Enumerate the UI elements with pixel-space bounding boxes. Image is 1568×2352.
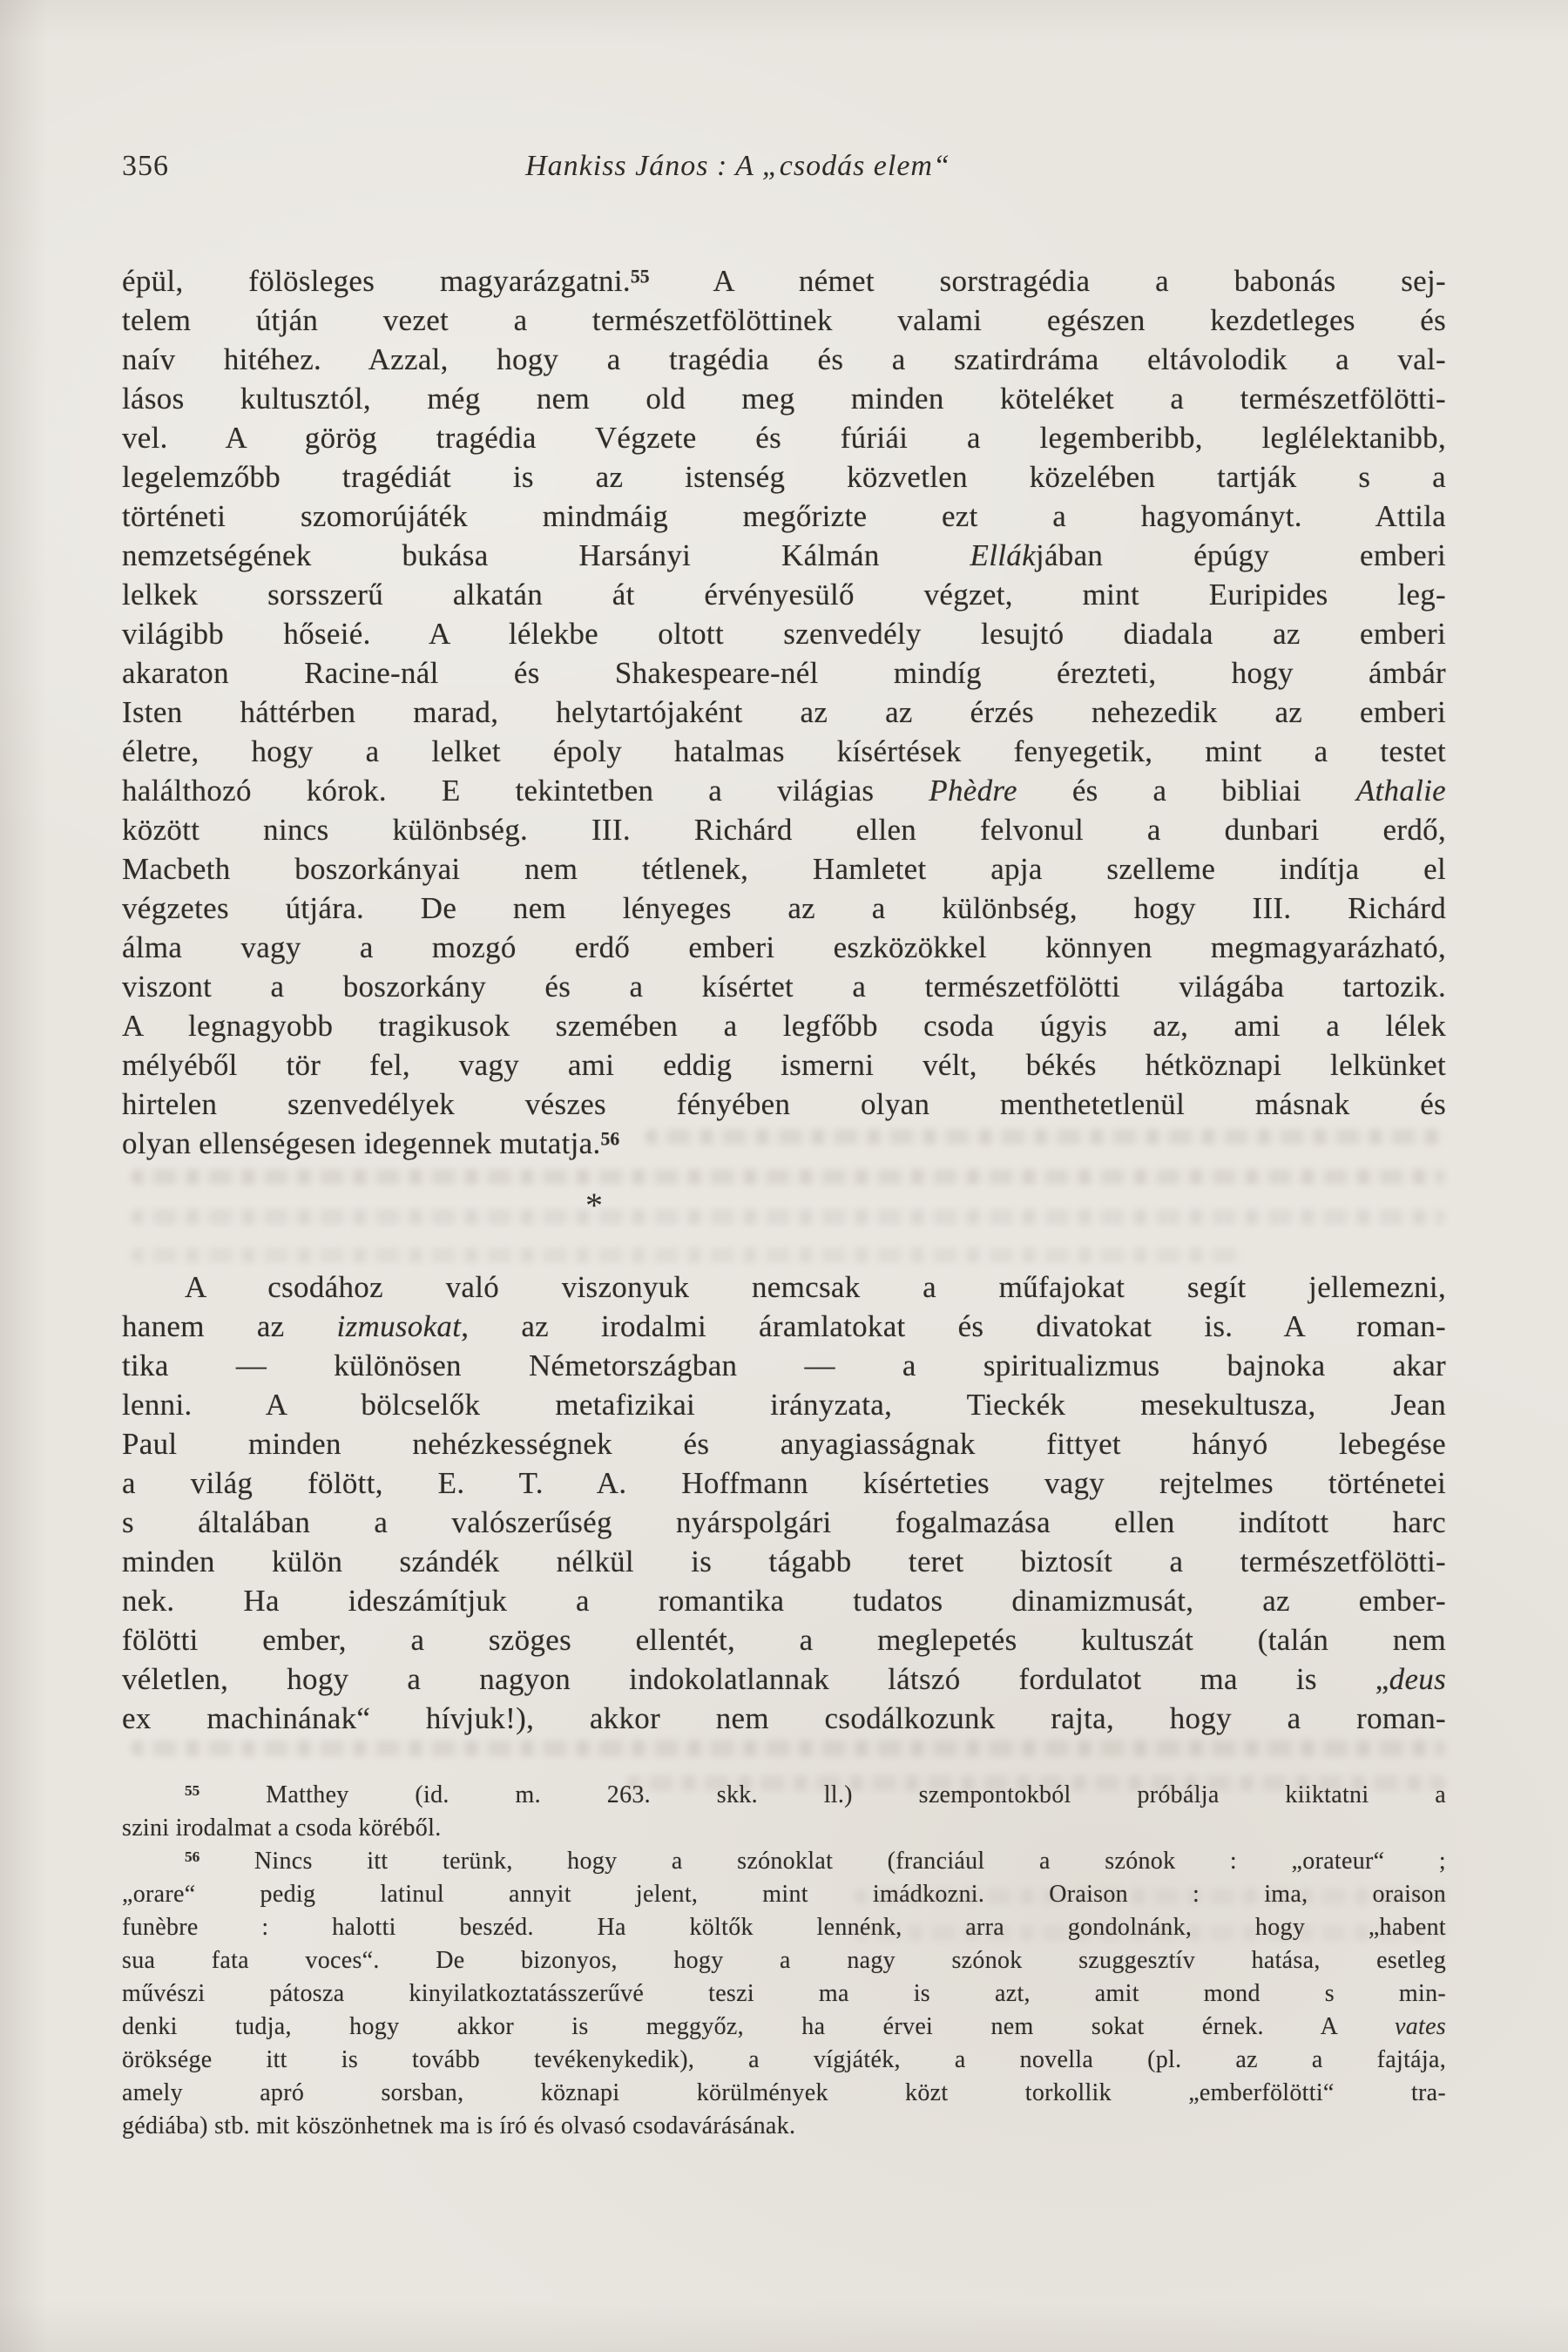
- bleed-through-line: [131, 1209, 1446, 1225]
- text-line: legelemzőbb tragédiát is az istenség közvetlen közelében tartják s a: [122, 460, 1446, 494]
- text-line: $^{55}$ Matthey (id. m. 263. skk. ll.) szempontokból próbálja kiiktatni a: [185, 1781, 1446, 1808]
- page-number: 356: [122, 150, 169, 182]
- text-line: világibb hőseié. A lélekbe oltott szenvedély lesujtó diadala az emberi: [122, 617, 1446, 651]
- text-line: s általában a valószerűség nyárspolgári fogalmazása ellen indított harc: [122, 1505, 1446, 1539]
- text-line: lelkek sorsszerű alkatán át érvényesülő végzet, mint Euripides leg-: [122, 578, 1446, 612]
- text-line: épül, fölösleges magyarázgatni.$^{55}$ A német sorstragédia a babonás sej-: [122, 264, 1446, 298]
- text-line: álma vagy a mozgó erdő emberi eszközökkel könnyen megmagyarázható,: [122, 930, 1446, 964]
- footnote-55: [122, 1779, 1446, 1845]
- text-line: között nincs különbség. III. Richárd ellen felvonul a dunbari erdő,: [122, 813, 1446, 847]
- footnote-56: [122, 1845, 1446, 2143]
- footnotes-block: [122, 1779, 1446, 2143]
- text-line: „orare“ pedig latinul annyit jelent, mint imádkozni. Oraison : ima, oraison: [122, 1881, 1446, 1908]
- text-line: hirtelen szenvedélyek vészes fényében olyan menthetetlenül másnak és: [122, 1087, 1446, 1121]
- text-line: Macbeth boszorkányai nem tétlenek, Hamletet apja szelleme indítja el: [122, 852, 1446, 886]
- text-line: történeti szomorújáték mindmáig megőrizte ezt a hagyományt. Attila: [122, 499, 1446, 533]
- text-line: lásos kultusztól, még nem old meg minden köteléket a természetfölötti-: [122, 382, 1446, 416]
- text-line: nek. Ha ideszámítjuk a romantika tudatos dinamizmusát, az ember-: [122, 1584, 1446, 1618]
- text-line: A legnagyobb tragikusok szemében a legfőbb csoda úgyis az, ami a lélek: [122, 1009, 1446, 1043]
- text-line: A csodához való viszonyuk nemcsak a műfajokat segít jellemezni,: [185, 1270, 1446, 1304]
- text-line: művészi pátosza kinyilatkoztatásszerűvé teszi ma is azt, amit mond s min-: [122, 1980, 1446, 2007]
- text-line: öröksége itt is tovább tevékenykedik), a vígjáték, a novella (pl. az a fajtája,: [122, 2046, 1446, 2073]
- text-line: fölötti ember, a szöges ellentét, a meglepetés kultuszát (talán nem: [122, 1623, 1446, 1657]
- text-line: véletlen, hogy a nagyon indokolatlannak látszó fordulatot ma is „deus: [122, 1662, 1446, 1696]
- text-line: szini irodalmat a csoda köréből.: [122, 1815, 442, 1842]
- text-line: ex machinának“ hívjuk!), akkor nem csodálkozunk rajta, hogy a roman-: [122, 1701, 1446, 1735]
- text-line: nemzetségének bukása Harsányi Kálmán Ellákjában épúgy emberi: [122, 538, 1446, 572]
- text-line: halálthozó kórok. E tekintetben a világias Phèdre és a bibliai Athalie: [122, 774, 1447, 808]
- bleed-through-line: [131, 1740, 1446, 1756]
- text-line: mélyéből tör fel, vagy ami eddig ismerni vélt, békés hétköznapi lelkünket: [122, 1048, 1446, 1082]
- bleed-through-line: [131, 1247, 1246, 1263]
- text-line: gédiába) stb. mit köszönhetnek ma is író és olvasó csodavárásának.: [122, 2112, 796, 2139]
- text-line: lenni. A bölcselők metafizikai irányzata, Tieckék mesekultusza, Jean: [122, 1388, 1446, 1422]
- text-line: a világ fölött, E. T. A. Hoffmann kísérteties vagy rejtelmes történetei: [122, 1466, 1446, 1500]
- section-separator-asterisk: *: [585, 1186, 603, 1225]
- text-line: viszont a boszorkány és a kísértet a természetfölötti világába tartozik.: [122, 970, 1446, 1004]
- text-line: hanem az izmusokat, az irodalmi áramlatokat és divatokat is. A roman-: [122, 1309, 1446, 1343]
- text-line: minden külön szándék nélkül is tágabb teret biztosít a természetfölötti-: [122, 1544, 1446, 1578]
- paragraph-2: [122, 1267, 1446, 1738]
- text-line: denki tudja, hogy akkor is meggyőz, ha érvei nem sokat érnek. A vates: [122, 2013, 1446, 2040]
- text-line: olyan ellenségesen idegennek mutatja.$^{56}$: [122, 1126, 620, 1160]
- text-line: Isten háttérben marad, helytartójaként az az érzés nehezedik az emberi: [122, 695, 1446, 729]
- text-line: végzetes útjára. De nem lényeges az a különbség, hogy III. Richárd: [122, 891, 1446, 925]
- text-line: $^{56}$ Nincs itt terünk, hogy a szónoklat (franciául a szónok : „orateur“ ;: [185, 1848, 1446, 1875]
- paragraph-1: [122, 261, 1446, 1163]
- text-line: tika — különösen Németországban — a spiritualizmus bajnoka akar: [122, 1348, 1446, 1382]
- text-line: életre, hogy a lelket époly hatalmas kísértések fenyegetik, mint a testet: [122, 734, 1446, 768]
- text-line: amely apró sorsban, köznapi körülmények közt torkollik „emberfölötti“ tra-: [122, 2079, 1446, 2106]
- text-line: naív hitéhez. Azzal, hogy a tragédia és a szatirdráma eltávolodik a val-: [122, 342, 1446, 376]
- running-title: Hankiss János : A „csodás elem“: [525, 150, 950, 182]
- text-line: vel. A görög tragédia Végzete és fúriái a legemberibb, leglélektanibb,: [122, 421, 1446, 455]
- text-line: akaraton Racine-nál és Shakespeare-nél mindíg érezteti, hogy ámbár: [122, 656, 1446, 690]
- text-line: sua fata voces“. De bizonyos, hogy a nagy szónok szuggesztív hatása, esetleg: [122, 1947, 1446, 1974]
- text-line: Paul minden nehézkességnek és anyagiasságnak fittyet hányó lebegése: [122, 1427, 1446, 1461]
- text-line: funèbre : halotti beszéd. Ha költők lennénk, arra gondolnánk, hogy „habent: [122, 1914, 1446, 1941]
- bleed-through-line: [131, 1169, 1446, 1185]
- text-line: telem útján vezet a természetfölöttinek valami egészen kezdetleges és: [122, 303, 1446, 337]
